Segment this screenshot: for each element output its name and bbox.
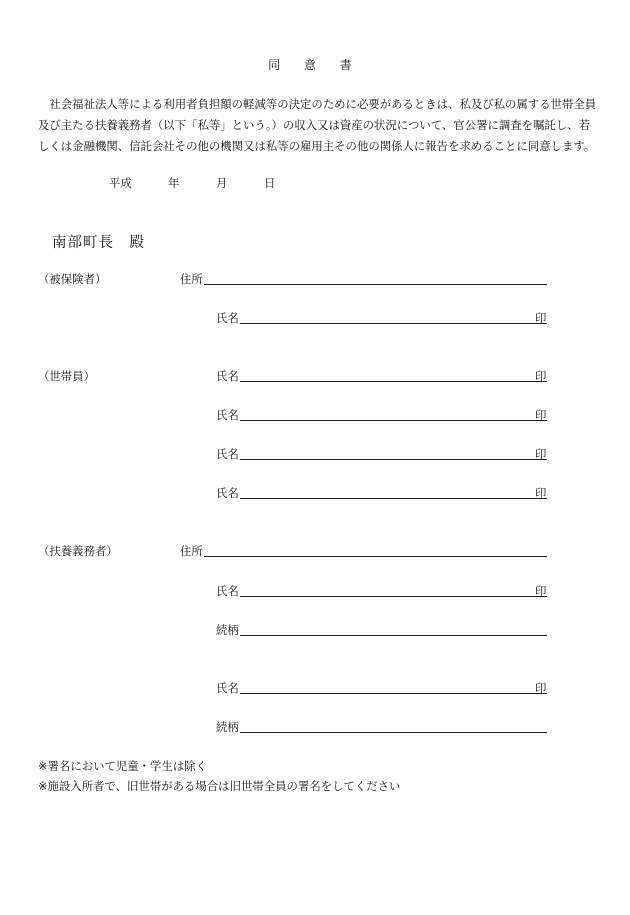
household-seal-mark: 印: [535, 408, 547, 422]
date-month-label: 月: [216, 176, 228, 190]
insured-seal-mark: 印: [535, 311, 547, 325]
supporter-name-label: 氏名: [216, 584, 239, 598]
date-era: 平成: [109, 176, 132, 190]
supporter-relation-field[interactable]: [240, 732, 547, 733]
note-children-students: ※署名において児童・学生は除く: [38, 759, 208, 773]
household-seal-mark: 印: [535, 369, 547, 383]
consent-line-2: 及び主たる扶養義務者（以下「私等」という。）の収入又は資産の状況について、官公署に調査を嘱託し、若: [38, 118, 590, 132]
insured-address-field[interactable]: [204, 284, 547, 285]
supporter-address-label: 住所: [180, 544, 203, 558]
supporter-relation-label: 続柄: [216, 623, 239, 637]
household-seal-mark: 印: [535, 486, 547, 500]
addressee: 南部町長 殿: [52, 235, 145, 251]
household-name-field[interactable]: [240, 420, 547, 421]
supporter-seal-mark: 印: [535, 681, 547, 695]
household-name-label: 氏名: [216, 408, 239, 422]
consent-statement: [38, 94, 618, 157]
supporter-section-label: （扶養義務者）: [38, 544, 118, 558]
consent-line-3: しくは金融機関、信託会社その他の機関又は私等の雇用主その他の関係人に報告を求めることに同意します。: [38, 139, 596, 153]
date-day-label: 日: [264, 176, 276, 190]
supporter-address-field[interactable]: [204, 556, 547, 557]
insured-name-field[interactable]: [240, 323, 547, 324]
note-facility-residents: ※施設入所者で、旧世帯がある場合は旧世帯全員の署名をしてください: [38, 779, 401, 793]
consent-line-1: 社会福祉法人等による利用者負担額の軽減等の決定のために必要があるときは、私及び私の属する世帯全員: [38, 97, 597, 111]
insured-name-label: 氏名: [216, 311, 239, 325]
household-name-field[interactable]: [240, 498, 547, 499]
insured-section-label: （被保険者）: [38, 272, 107, 286]
insured-address-label: 住所: [180, 272, 203, 286]
household-name-label: 氏名: [216, 486, 239, 500]
supporter-relation-label: 続柄: [216, 720, 239, 734]
supporter-name-field[interactable]: [240, 596, 547, 597]
date-year-label: 年: [168, 176, 180, 190]
supporter-name-field[interactable]: [240, 693, 547, 694]
supporter-relation-field[interactable]: [240, 635, 547, 636]
household-name-label: 氏名: [216, 447, 239, 461]
supporter-name-label: 氏名: [216, 681, 239, 695]
household-name-field[interactable]: [240, 381, 547, 382]
household-name-label: 氏名: [216, 369, 239, 383]
supporter-seal-mark: 印: [535, 584, 547, 598]
household-name-field[interactable]: [240, 459, 547, 460]
document-title: 同 意 書: [268, 58, 362, 72]
household-seal-mark: 印: [535, 447, 547, 461]
household-section-label: （世帯員）: [38, 369, 95, 383]
